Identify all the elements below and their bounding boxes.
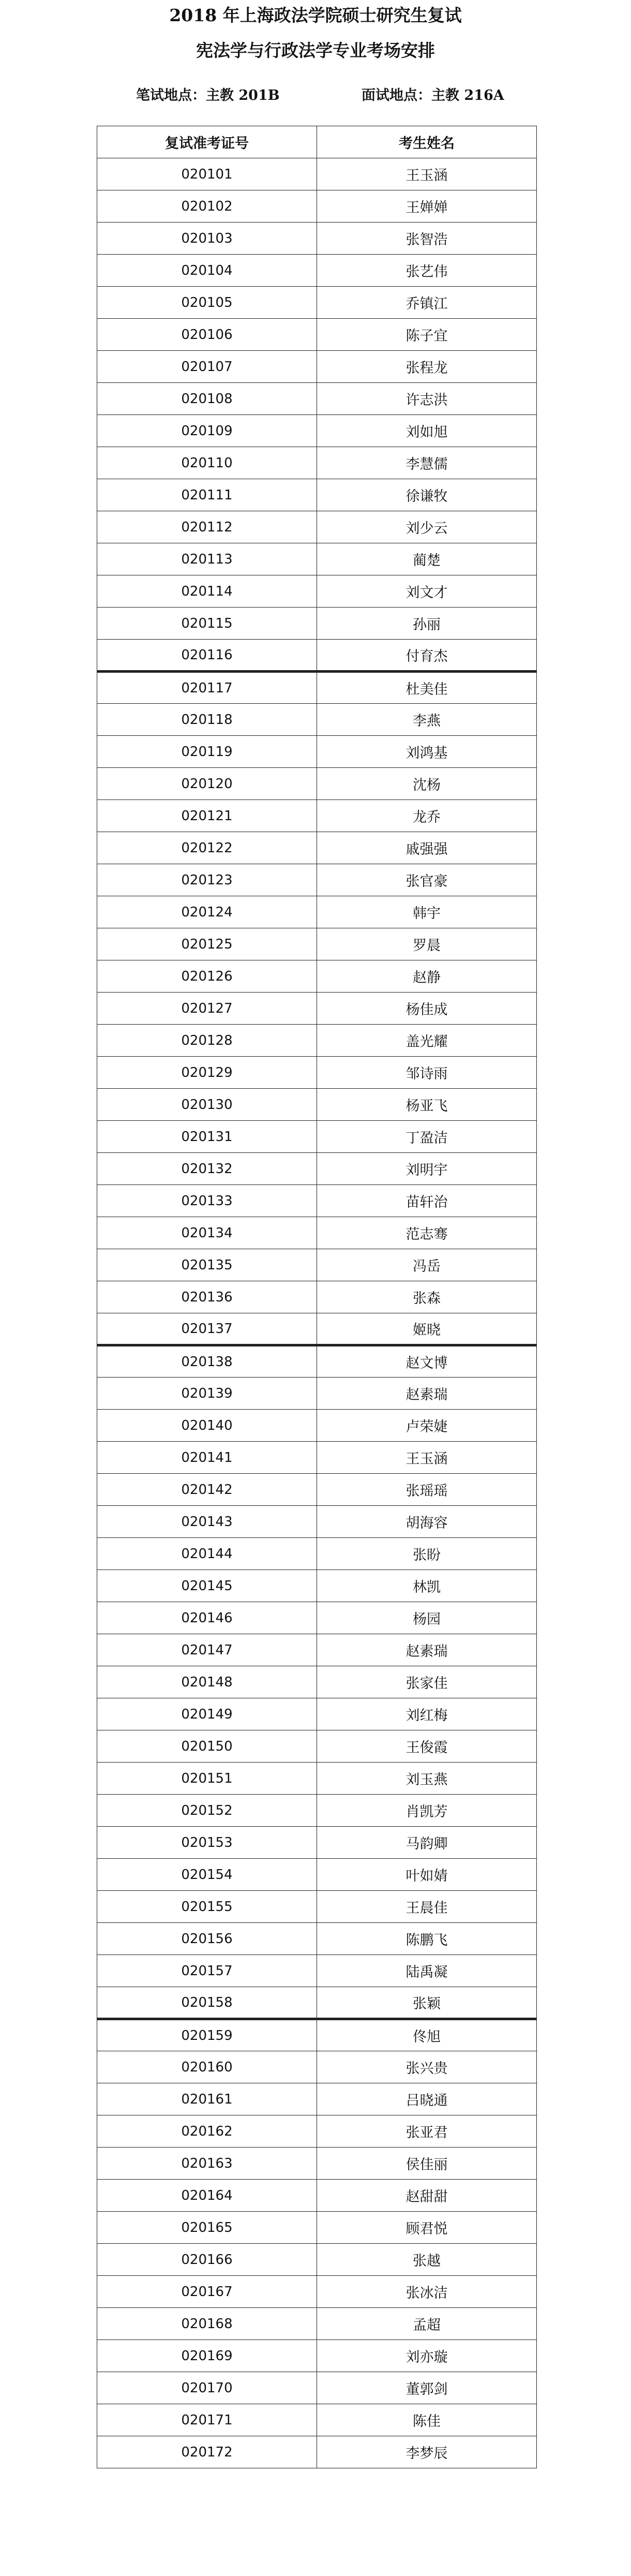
interview-location: 面试地点：主教 216A: [362, 87, 504, 103]
exam-id-cell: 020144: [97, 1538, 317, 1570]
candidate-name-cell: 张森: [317, 1281, 537, 1313]
table-row: [97, 1859, 537, 1891]
exam-locations: [0, 84, 631, 105]
table-row: [97, 1281, 537, 1313]
exam-id-cell: 020132: [97, 1153, 317, 1185]
candidate-name-cell: 肖凯芳: [317, 1795, 537, 1827]
table-row: [97, 1506, 537, 1538]
exam-id-cell: 020106: [97, 319, 317, 351]
exam-id-cell: 020130: [97, 1089, 317, 1121]
candidate-name-cell: 刘如旭: [317, 415, 537, 447]
candidate-name-cell: 韩宇: [317, 896, 537, 928]
table-row: [97, 704, 537, 736]
exam-id-cell: 020140: [97, 1410, 317, 1442]
table-row: [97, 543, 537, 575]
exam-id-cell: 020104: [97, 255, 317, 287]
candidate-name-cell: 王俊霞: [317, 1730, 537, 1763]
exam-id-cell: 020168: [97, 2308, 317, 2340]
candidate-name-cell: 赵甜甜: [317, 2180, 537, 2212]
table-row: [97, 1345, 537, 1378]
exam-id-cell: 020126: [97, 960, 317, 993]
table-row: [97, 479, 537, 511]
exam-id-cell: 020114: [97, 575, 317, 608]
candidate-name-cell: 刘少云: [317, 511, 537, 543]
exam-id-cell: 020172: [97, 2436, 317, 2468]
exam-id-cell: 020171: [97, 2404, 317, 2436]
exam-id-cell: 020150: [97, 1730, 317, 1763]
exam-id-cell: 020105: [97, 287, 317, 319]
table-row: [97, 896, 537, 928]
exam-id-cell: 020148: [97, 1666, 317, 1698]
exam-id-cell: 020127: [97, 993, 317, 1025]
table-row: [97, 2340, 537, 2372]
candidate-name-cell: 张越: [317, 2244, 537, 2276]
candidate-name-cell: 王玉涵: [317, 158, 537, 190]
table-row: [97, 190, 537, 223]
exam-id-cell: 020131: [97, 1121, 317, 1153]
exam-id-cell: 020118: [97, 704, 317, 736]
candidate-name-cell: 刘红梅: [317, 1698, 537, 1730]
candidate-name-cell: 张兴贵: [317, 2051, 537, 2083]
candidate-name-cell: 杨亚飞: [317, 1089, 537, 1121]
exam-id-cell: 020162: [97, 2115, 317, 2148]
table-row: [97, 415, 537, 447]
candidate-name-cell: 邹诗雨: [317, 1057, 537, 1089]
exam-id-cell: 020129: [97, 1057, 317, 1089]
exam-id-cell: 020147: [97, 1634, 317, 1666]
table-row: [97, 1602, 537, 1634]
candidate-name-cell: 戚强强: [317, 832, 537, 864]
table-row: [97, 255, 537, 287]
candidate-name-cell: 张家佳: [317, 1666, 537, 1698]
table-row: [97, 1987, 537, 2019]
exam-id-cell: 020161: [97, 2083, 317, 2115]
exam-id-cell: 020160: [97, 2051, 317, 2083]
candidate-name-cell: 李梦辰: [317, 2436, 537, 2468]
exam-id-cell: 020122: [97, 832, 317, 864]
exam-id-cell: 020117: [97, 672, 317, 704]
candidate-name-cell: 陈佳: [317, 2404, 537, 2436]
exam-id-cell: 020102: [97, 190, 317, 223]
candidate-name-cell: 龙乔: [317, 800, 537, 832]
table-row: [97, 1538, 537, 1570]
candidate-name-cell: 顾君悦: [317, 2212, 537, 2244]
candidate-name-cell: 陈鹏飞: [317, 1923, 537, 1955]
exam-id-cell: 020135: [97, 1249, 317, 1281]
exam-id-cell: 020103: [97, 223, 317, 255]
candidate-name-cell: 卢荣婕: [317, 1410, 537, 1442]
table-row: [97, 1057, 537, 1089]
table-row: [97, 768, 537, 800]
table-row: [97, 1025, 537, 1057]
candidate-name-cell: 乔镇江: [317, 287, 537, 319]
candidate-name-cell: 张艺伟: [317, 255, 537, 287]
candidate-name-cell: 刘文才: [317, 575, 537, 608]
candidate-name-cell: 张智浩: [317, 223, 537, 255]
candidate-name-cell: 张颖: [317, 1987, 537, 2019]
candidate-name-cell: 张冰洁: [317, 2276, 537, 2308]
table-row: [97, 1474, 537, 1506]
table-row: [97, 736, 537, 768]
table-row: [97, 1570, 537, 1602]
exam-id-cell: 020101: [97, 158, 317, 190]
exam-id-cell: 020169: [97, 2340, 317, 2372]
exam-id-cell: 020113: [97, 543, 317, 575]
exam-id-cell: 020154: [97, 1859, 317, 1891]
exam-id-cell: 020136: [97, 1281, 317, 1313]
candidate-name-cell: 李燕: [317, 704, 537, 736]
table-row: [97, 2019, 537, 2051]
table-row: [97, 383, 537, 415]
candidate-name-cell: 盖光耀: [317, 1025, 537, 1057]
candidate-name-cell: 蔺楚: [317, 543, 537, 575]
exam-id-cell: 020145: [97, 1570, 317, 1602]
table-row: [97, 223, 537, 255]
table-row: [97, 2404, 537, 2436]
table-row: [97, 1378, 537, 1410]
table-row: [97, 1955, 537, 1987]
candidate-name-cell: 赵文博: [317, 1345, 537, 1378]
table-row: [97, 1795, 537, 1827]
exam-id-cell: 020133: [97, 1185, 317, 1217]
table-row: [97, 928, 537, 960]
table-row: [97, 1121, 537, 1153]
candidate-table: [97, 126, 537, 2468]
exam-id-cell: 020115: [97, 608, 317, 640]
page-title: 2018 年上海政法学院硕士研究生复试: [169, 5, 462, 25]
table-row: [97, 2436, 537, 2468]
candidate-name-cell: 冯岳: [317, 1249, 537, 1281]
exam-id-cell: 020141: [97, 1442, 317, 1474]
table-row: [97, 1730, 537, 1763]
candidate-name-cell: 杜美佳: [317, 672, 537, 704]
exam-id-cell: 020164: [97, 2180, 317, 2212]
exam-id-cell: 020149: [97, 1698, 317, 1730]
table-row: [97, 832, 537, 864]
candidate-name-cell: 林凯: [317, 1570, 537, 1602]
table-row: [97, 1089, 537, 1121]
candidate-name-cell: 赵素瑞: [317, 1378, 537, 1410]
table-row: [97, 287, 537, 319]
exam-id-cell: 020123: [97, 864, 317, 896]
candidate-name-cell: 罗晨: [317, 928, 537, 960]
candidate-name-cell: 马韵卿: [317, 1827, 537, 1859]
exam-id-cell: 020151: [97, 1763, 317, 1795]
candidate-name-cell: 董郭剑: [317, 2372, 537, 2404]
table-row: [97, 672, 537, 704]
exam-id-cell: 020121: [97, 800, 317, 832]
candidate-name-cell: 付育杰: [317, 640, 537, 672]
candidate-name-cell: 陈子宜: [317, 319, 537, 351]
exam-id-cell: 020156: [97, 1923, 317, 1955]
table-row: [97, 1891, 537, 1923]
candidate-name-cell: 刘亦璇: [317, 2340, 537, 2372]
candidate-name-cell: 李慧儒: [317, 447, 537, 479]
exam-id-cell: 020167: [97, 2276, 317, 2308]
candidate-name-cell: 丁盈洁: [317, 1121, 537, 1153]
exam-id-cell: 020163: [97, 2148, 317, 2180]
page-subtitle: 宪法学与行政法学专业考场安排: [196, 40, 435, 61]
table-row: [97, 2212, 537, 2244]
candidate-name-cell: 苗轩治: [317, 1185, 537, 1217]
exam-id-cell: 020152: [97, 1795, 317, 1827]
column-header-candidate-name: 考生姓名: [317, 126, 537, 158]
table-row: [97, 640, 537, 672]
exam-id-cell: 020125: [97, 928, 317, 960]
candidate-name-cell: 刘玉燕: [317, 1763, 537, 1795]
exam-id-cell: 020166: [97, 2244, 317, 2276]
table-row: [97, 1249, 537, 1281]
candidate-name-cell: 叶如婧: [317, 1859, 537, 1891]
table-row: [97, 319, 537, 351]
exam-id-cell: 020119: [97, 736, 317, 768]
candidate-name-cell: 佟旭: [317, 2019, 537, 2051]
exam-id-cell: 020116: [97, 640, 317, 672]
table-row: [97, 1153, 537, 1185]
table-row: [97, 511, 537, 543]
candidate-name-cell: 刘鸿基: [317, 736, 537, 768]
table-row: [97, 2308, 537, 2340]
table-row: [97, 1827, 537, 1859]
exam-id-cell: 020159: [97, 2019, 317, 2051]
candidate-name-cell: 陆禹凝: [317, 1955, 537, 1987]
table-row: [97, 800, 537, 832]
exam-id-cell: 020165: [97, 2212, 317, 2244]
candidate-name-cell: 赵素瑞: [317, 1634, 537, 1666]
exam-id-cell: 020153: [97, 1827, 317, 1859]
candidate-name-cell: 范志骞: [317, 1217, 537, 1249]
table-row: [97, 1634, 537, 1666]
candidate-name-cell: 赵静: [317, 960, 537, 993]
candidate-name-cell: 孟超: [317, 2308, 537, 2340]
table-row: [97, 158, 537, 190]
exam-id-cell: 020107: [97, 351, 317, 383]
table-row: [97, 1442, 537, 1474]
table-row: [97, 1666, 537, 1698]
exam-id-cell: 020142: [97, 1474, 317, 1506]
exam-id-cell: 020139: [97, 1378, 317, 1410]
exam-id-cell: 020143: [97, 1506, 317, 1538]
table-row: [97, 1313, 537, 1345]
exam-id-cell: 020155: [97, 1891, 317, 1923]
exam-id-cell: 020138: [97, 1345, 317, 1378]
table-row: [97, 2115, 537, 2148]
candidate-name-cell: 王晨佳: [317, 1891, 537, 1923]
table-row: [97, 1923, 537, 1955]
table-row: [97, 1763, 537, 1795]
exam-id-cell: 020124: [97, 896, 317, 928]
table-header-row: [97, 126, 537, 158]
candidate-name-cell: 王婵婵: [317, 190, 537, 223]
exam-id-cell: 020128: [97, 1025, 317, 1057]
table-row: [97, 2051, 537, 2083]
exam-id-cell: 020111: [97, 479, 317, 511]
exam-id-cell: 020170: [97, 2372, 317, 2404]
table-row: [97, 993, 537, 1025]
candidate-name-cell: 杨园: [317, 1602, 537, 1634]
candidate-name-cell: 徐谦牧: [317, 479, 537, 511]
table-row: [97, 2372, 537, 2404]
table-row: [97, 351, 537, 383]
candidate-name-cell: 侯佳丽: [317, 2148, 537, 2180]
exam-id-cell: 020158: [97, 1987, 317, 2019]
candidate-name-cell: 许志洪: [317, 383, 537, 415]
exam-id-cell: 020137: [97, 1313, 317, 1345]
candidate-name-cell: 姬晓: [317, 1313, 537, 1345]
table-row: [97, 1410, 537, 1442]
table-body: [97, 158, 537, 2468]
exam-id-cell: 020108: [97, 383, 317, 415]
table-row: [97, 2180, 537, 2212]
candidate-name-cell: 胡海容: [317, 1506, 537, 1538]
table-row: [97, 1698, 537, 1730]
candidate-name-cell: 张瑶瑶: [317, 1474, 537, 1506]
table-row: [97, 447, 537, 479]
candidate-name-cell: 张程龙: [317, 351, 537, 383]
exam-id-cell: 020146: [97, 1602, 317, 1634]
exam-id-cell: 020110: [97, 447, 317, 479]
table-row: [97, 608, 537, 640]
table-row: [97, 1217, 537, 1249]
table-row: [97, 575, 537, 608]
candidate-name-cell: 吕晓通: [317, 2083, 537, 2115]
table-row: [97, 2148, 537, 2180]
exam-id-cell: 020157: [97, 1955, 317, 1987]
exam-id-cell: 020120: [97, 768, 317, 800]
candidate-name-cell: 张官豪: [317, 864, 537, 896]
candidate-name-cell: 孙丽: [317, 608, 537, 640]
table-row: [97, 2276, 537, 2308]
column-header-exam-id: 复试准考证号: [97, 126, 317, 158]
candidate-name-cell: 刘明宇: [317, 1153, 537, 1185]
candidate-name-cell: 沈杨: [317, 768, 537, 800]
exam-id-cell: 020109: [97, 415, 317, 447]
table-row: [97, 2083, 537, 2115]
table-row: [97, 960, 537, 993]
table-row: [97, 864, 537, 896]
candidate-name-cell: 张盼: [317, 1538, 537, 1570]
written-exam-location: 笔试地点：主教 201B: [136, 87, 280, 103]
exam-id-cell: 020134: [97, 1217, 317, 1249]
candidate-name-cell: 张亚君: [317, 2115, 537, 2148]
table-row: [97, 2244, 537, 2276]
candidate-name-cell: 杨佳成: [317, 993, 537, 1025]
exam-id-cell: 020112: [97, 511, 317, 543]
table-row: [97, 1185, 537, 1217]
candidate-name-cell: 王玉涵: [317, 1442, 537, 1474]
